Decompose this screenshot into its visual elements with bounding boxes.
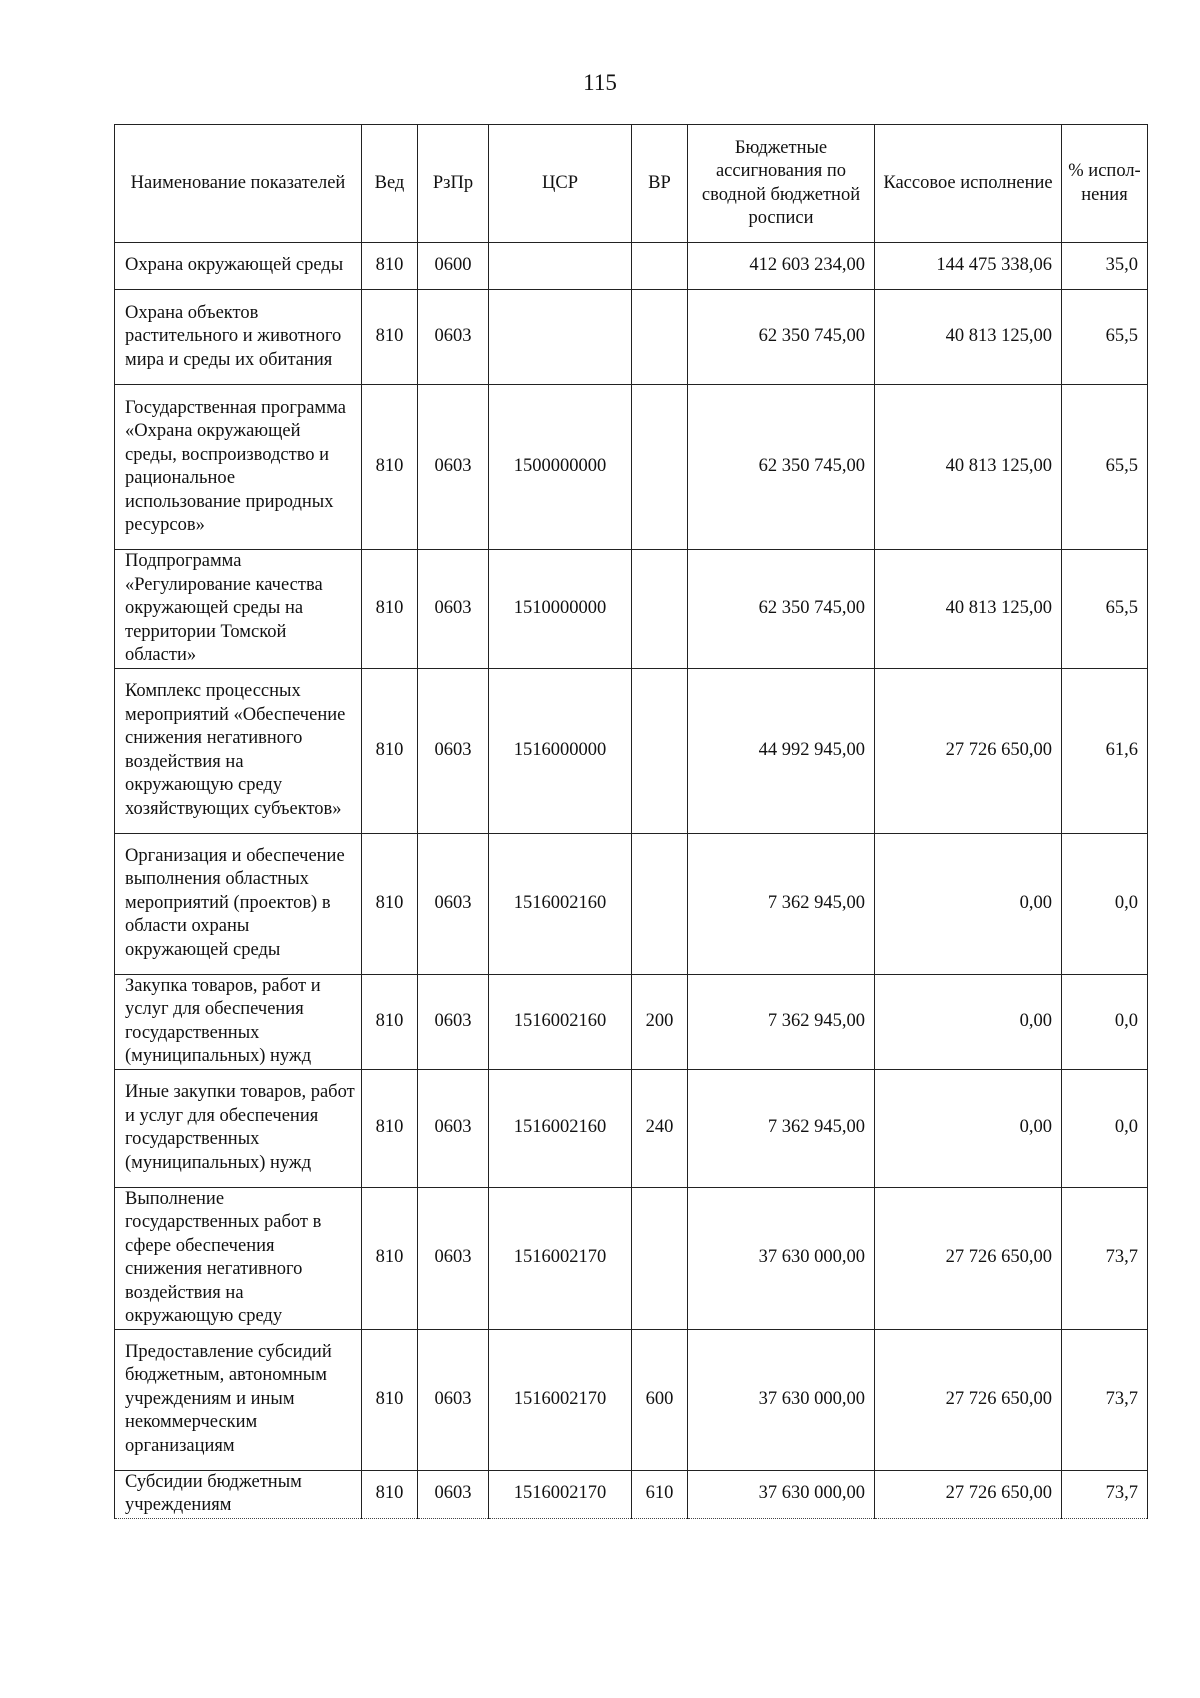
row-percent: 73,7	[1062, 1470, 1148, 1518]
row-percent: 73,7	[1062, 1187, 1148, 1329]
row-vr	[632, 243, 688, 290]
row-percent: 65,5	[1062, 385, 1148, 550]
row-vr	[632, 550, 688, 669]
row-budget: 7 362 945,00	[688, 1069, 875, 1187]
row-rzpr: 0603	[418, 1069, 489, 1187]
table-row	[115, 290, 1148, 385]
row-budget: 37 630 000,00	[688, 1187, 875, 1329]
row-rzpr: 0603	[418, 1329, 489, 1470]
row-csr	[489, 243, 632, 290]
row-cash: 27 726 650,00	[875, 668, 1062, 833]
row-name: Субсидии бюджетным учреждениям	[115, 1470, 362, 1518]
row-ved: 810	[362, 1329, 418, 1470]
row-percent: 0,0	[1062, 974, 1148, 1069]
row-budget: 37 630 000,00	[688, 1329, 875, 1470]
row-rzpr: 0603	[418, 550, 489, 669]
row-name: Организация и обеспечение выполнения областных мероприятий (проектов) в области охраны окружающей среды	[115, 833, 362, 974]
header-budget: Бюджетные ассигнования по сводной бюджетной росписи	[688, 125, 875, 243]
table-row	[115, 668, 1148, 833]
row-rzpr: 0603	[418, 1187, 489, 1329]
row-name: Иные закупки товаров, работ и услуг для обеспечения государственных (муниципальных) нужд	[115, 1069, 362, 1187]
row-budget: 62 350 745,00	[688, 290, 875, 385]
header-row	[115, 125, 1148, 243]
row-vr	[632, 833, 688, 974]
row-budget: 7 362 945,00	[688, 974, 875, 1069]
row-vr: 610	[632, 1470, 688, 1518]
row-cash: 144 475 338,06	[875, 243, 1062, 290]
row-ved: 810	[362, 290, 418, 385]
row-ved: 810	[362, 385, 418, 550]
row-budget: 7 362 945,00	[688, 833, 875, 974]
row-name: Комплекс процессных мероприятий «Обеспечение снижения негативного воздействия на окружающую среду хозяйствующих субъектов»	[115, 668, 362, 833]
row-percent: 65,5	[1062, 550, 1148, 669]
row-csr	[489, 290, 632, 385]
row-percent: 65,5	[1062, 290, 1148, 385]
row-rzpr: 0603	[418, 290, 489, 385]
row-csr: 1516002170	[489, 1329, 632, 1470]
row-cash: 40 813 125,00	[875, 550, 1062, 669]
row-cash: 40 813 125,00	[875, 385, 1062, 550]
header-vr: ВР	[632, 125, 688, 243]
row-csr: 1516002160	[489, 974, 632, 1069]
row-ved: 810	[362, 1470, 418, 1518]
row-vr	[632, 1187, 688, 1329]
row-cash: 0,00	[875, 974, 1062, 1069]
row-budget: 62 350 745,00	[688, 550, 875, 669]
row-vr: 200	[632, 974, 688, 1069]
row-rzpr: 0603	[418, 1470, 489, 1518]
page-number: 115	[583, 70, 617, 95]
table-row	[115, 1187, 1148, 1329]
row-cash: 40 813 125,00	[875, 290, 1062, 385]
table-row	[115, 385, 1148, 550]
header-rzpr: РзПр	[418, 125, 489, 243]
row-vr: 600	[632, 1329, 688, 1470]
row-vr	[632, 290, 688, 385]
row-cash: 27 726 650,00	[875, 1329, 1062, 1470]
row-csr: 1516002160	[489, 1069, 632, 1187]
row-percent: 0,0	[1062, 833, 1148, 974]
row-rzpr: 0603	[418, 385, 489, 550]
row-percent: 35,0	[1062, 243, 1148, 290]
row-ved: 810	[362, 668, 418, 833]
row-budget: 44 992 945,00	[688, 668, 875, 833]
row-rzpr: 0600	[418, 243, 489, 290]
header-ved: Вед	[362, 125, 418, 243]
row-budget: 412 603 234,00	[688, 243, 875, 290]
row-cash: 0,00	[875, 1069, 1062, 1187]
row-csr: 1510000000	[489, 550, 632, 669]
header-csr: ЦСР	[489, 125, 632, 243]
row-ved: 810	[362, 243, 418, 290]
row-name: Охрана объектов растительного и животного мира и среды их обитания	[115, 290, 362, 385]
row-csr: 1516002160	[489, 833, 632, 974]
row-vr	[632, 668, 688, 833]
row-csr: 1500000000	[489, 385, 632, 550]
row-budget: 62 350 745,00	[688, 385, 875, 550]
row-vr: 240	[632, 1069, 688, 1187]
header-percent: % испол-нения	[1062, 125, 1148, 243]
table-row	[115, 550, 1148, 669]
row-csr: 1516000000	[489, 668, 632, 833]
budget-table	[114, 124, 1148, 1519]
header-name: Наименование показателей	[115, 125, 362, 243]
row-ved: 810	[362, 1069, 418, 1187]
row-ved: 810	[362, 550, 418, 669]
header-cash: Кассовое исполнение	[875, 125, 1062, 243]
row-name: Охрана окружающей среды	[115, 243, 362, 290]
row-name: Выполнение государственных работ в сфере обеспечения снижения негативного воздействия на окружающую среду	[115, 1187, 362, 1329]
row-budget: 37 630 000,00	[688, 1470, 875, 1518]
row-name: Предоставление субсидий бюджетным, автономным учреждениям и иным некоммерческим организациям	[115, 1329, 362, 1470]
row-vr	[632, 385, 688, 550]
row-csr: 1516002170	[489, 1470, 632, 1518]
row-percent: 73,7	[1062, 1329, 1148, 1470]
row-cash: 27 726 650,00	[875, 1470, 1062, 1518]
table-row	[115, 974, 1148, 1069]
row-name: Закупка товаров, работ и услуг для обеспечения государственных (муниципальных) нужд	[115, 974, 362, 1069]
row-ved: 810	[362, 974, 418, 1069]
row-csr: 1516002170	[489, 1187, 632, 1329]
row-rzpr: 0603	[418, 974, 489, 1069]
row-rzpr: 0603	[418, 833, 489, 974]
row-ved: 810	[362, 1187, 418, 1329]
row-name: Подпрограмма «Регулирование качества окружающей среды на территории Томской области»	[115, 550, 362, 669]
table-row	[115, 1069, 1148, 1187]
table-row	[115, 1329, 1148, 1470]
row-cash: 0,00	[875, 833, 1062, 974]
table-row	[115, 1470, 1148, 1518]
row-ved: 810	[362, 833, 418, 974]
table-row	[115, 833, 1148, 974]
row-name: Государственная программа «Охрана окружающей среды, воспроизводство и рациональное использование природных ресурсов»	[115, 385, 362, 550]
table-row	[115, 243, 1148, 290]
row-percent: 61,6	[1062, 668, 1148, 833]
row-rzpr: 0603	[418, 668, 489, 833]
row-percent: 0,0	[1062, 1069, 1148, 1187]
row-cash: 27 726 650,00	[875, 1187, 1062, 1329]
